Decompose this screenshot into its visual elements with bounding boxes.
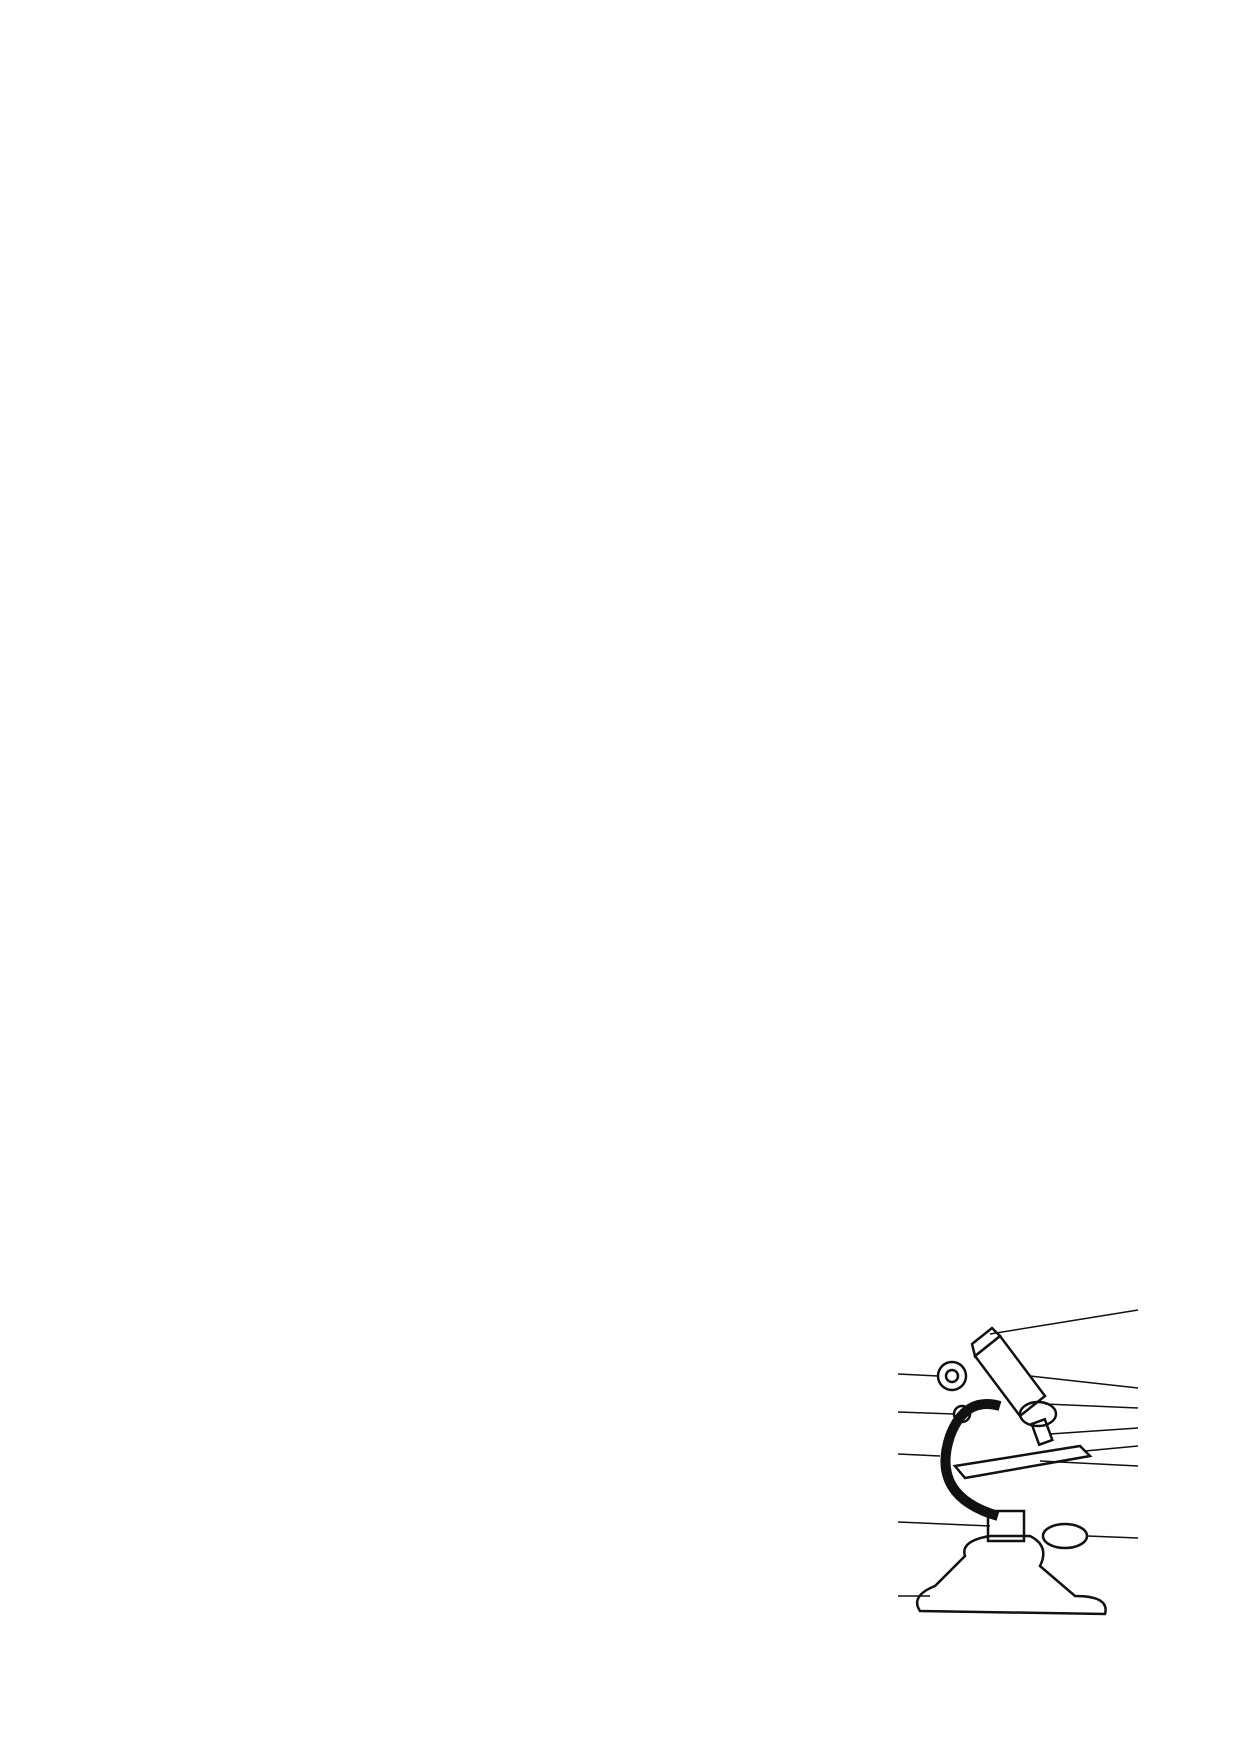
microscope-coarse-knob	[938, 1362, 966, 1390]
microscope-eyepiece	[972, 1328, 1000, 1356]
microscope-diagram	[880, 1296, 1180, 1636]
microscope-base	[917, 1536, 1105, 1614]
microscope-mirror	[1043, 1524, 1087, 1548]
